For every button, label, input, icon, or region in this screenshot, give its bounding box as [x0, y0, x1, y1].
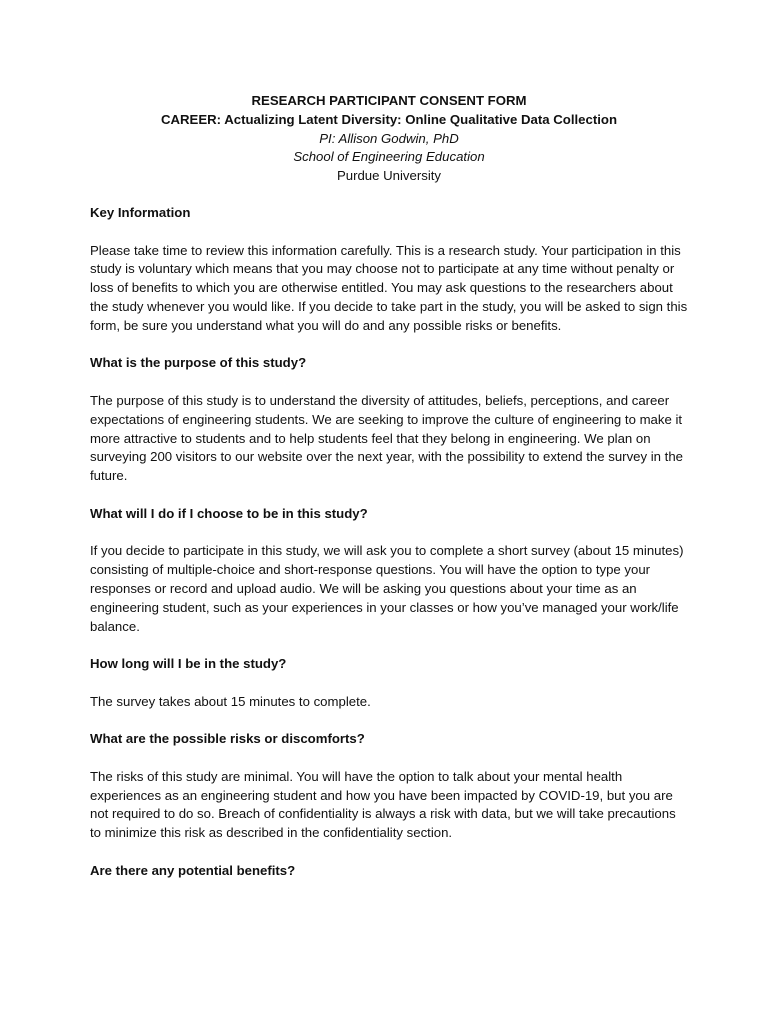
section-body-purpose: The purpose of this study is to understand the diversity of attitudes, beliefs, perceptions, and career expectations of engineering students. We are seeking to improve the culture of engineering to make it more attractive to students and to help students feel that they belong in engineering. We plan on surveying 200 visitors to our website over the next year, with the possibility to extend the survey in the future.	[90, 392, 684, 484]
university-name: Purdue University	[336, 168, 442, 184]
section-body-duration: The survey takes about 15 minutes to complete.	[90, 693, 371, 709]
section-body-risks: The risks of this study are minimal. You will have the option to talk about your mental health experiences as an engineering student and how you have been impacted by COVID-19, but you are not required to do so. Breach of confidentiality is always a risk with data, but we will take precautions to minimize this risk as described in the confidentiality section.	[90, 768, 676, 841]
section-heading-benefits: Are there any potential benefits?	[90, 862, 296, 878]
study-title: CAREER: Actualizing Latent Diversity: Online Qualitative Data Collection	[160, 111, 618, 127]
form-header	[90, 92, 688, 186]
form-title: RESEARCH PARTICIPANT CONSENT FORM	[251, 93, 527, 108]
principal-investigator: PI: Allison Godwin, PhD	[319, 130, 459, 146]
section-heading-key-information: Key Information	[90, 204, 191, 220]
section-body-procedures: If you decide to participate in this study, we will ask you to complete a short survey (about 15 minutes) consisting of multiple-choice and short-response questions. You will have the option to type your responses or record and upload audio. We will be asking you questions about your time as an engineering student, such as your experiences in your classes or how you’ve managed your work/life balance.	[90, 543, 684, 634]
section-body-key-information: Please take time to review this information carefully. This is a research study. Your participation in this study is voluntary which means that you may choose not to participate at any time without penalty or loss of benefits to which you are otherwise entitled. You may ask questions to the researchers about the study whenever you would like. If you decide to take part in the study, you will be asked to sign this form, be sure you understand what you will do and any possible risks or benefits.	[90, 242, 688, 333]
consent-form-page	[90, 92, 688, 899]
section-heading-risks: What are the possible risks or discomforts?	[90, 731, 365, 747]
section-heading-purpose: What is the purpose of this study?	[90, 355, 307, 371]
school-name: School of Engineering Education	[293, 149, 485, 165]
section-heading-duration: How long will I be in the study?	[90, 656, 287, 672]
section-heading-procedures: What will I do if I choose to be in this study?	[90, 505, 368, 521]
